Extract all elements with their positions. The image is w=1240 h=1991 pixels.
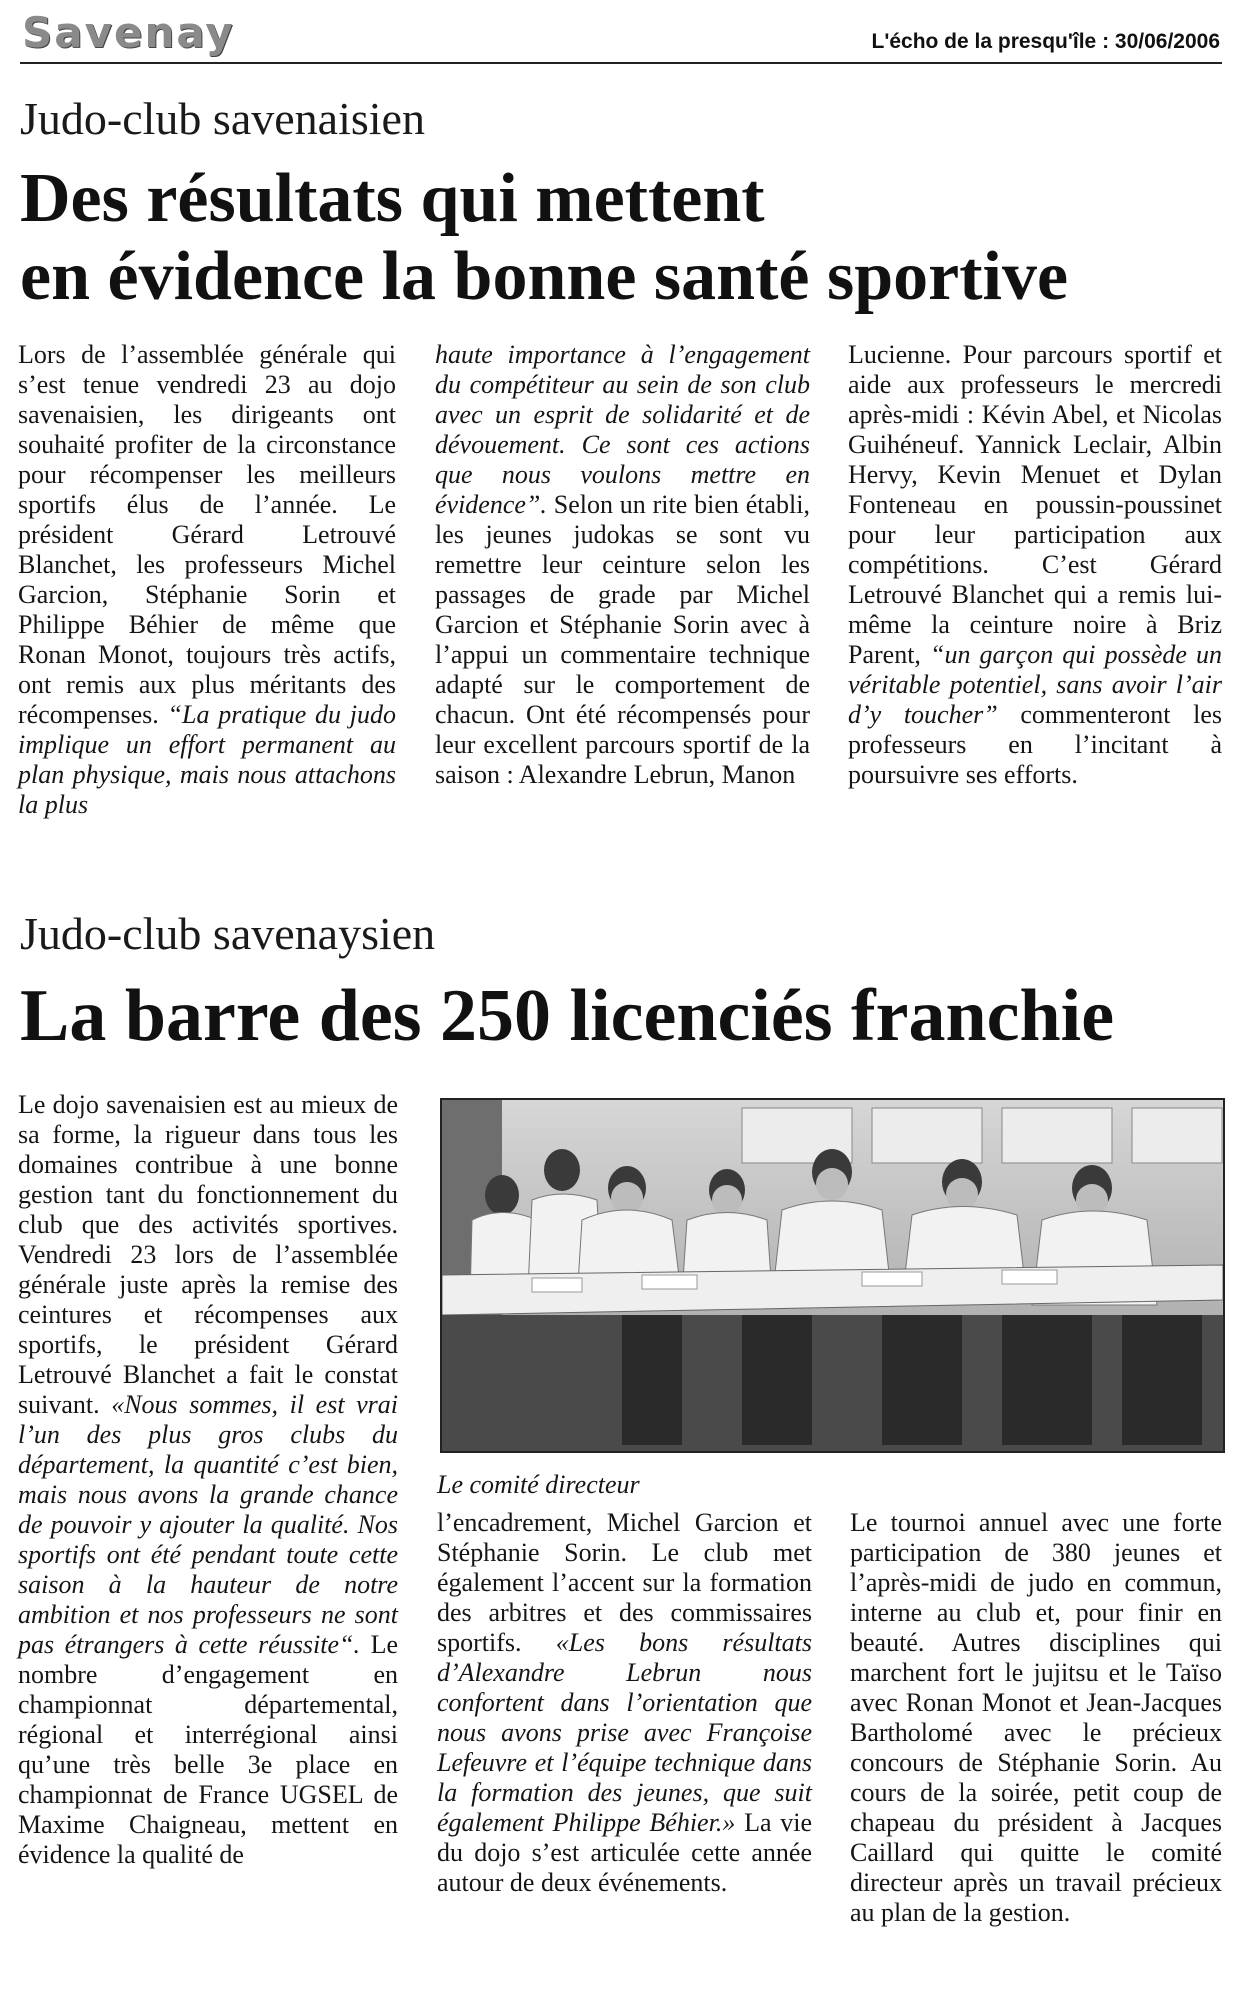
article2-col1-end: Le nombre d’engagement en championnat départemental, régional et interrégional ainsi qu’une très belle 3e place en championnat de France UGSEL de Maxime Chaigneau, mettent en évidence la qualité de [18, 1630, 398, 1869]
article1-kicker: Judo-club savenaisien [20, 93, 425, 144]
committee-photo-image [442, 1100, 1223, 1451]
article2-col3-text: Le tournoi annuel avec une forte participation de 380 jeunes et l’après-midi de judo en commun, interne au club et, pour finir en beauté. Autres disciplines qui marchent fort le jujitsu et le Taïso avec Ronan Monot et Jean-Jacques Bartholomé avec le précieux concours de Stéphanie Sorin. Au cours de la soirée, petit coup de chapeau du président à Jacques Caillard qui quitte le comité directeur après un travail précieux au plan de la gestion. [850, 1508, 1222, 1927]
article2-col1-text: Le dojo savenaisien est au mieux de sa forme, la rigueur dans tous les domaines contribue à une bonne gestion tant du fonctionnement du club que des activités sportives. Vendredi 23 lors de l’assemblée générale juste après la remise des ceintures et récompenses aux sportifs, le président Gérard Letrouvé Blanchet a fait le constat suivant. [18, 1090, 398, 1419]
article2-col1-quote: «Nous sommes, il est vrai l’un des plus gros clubs du département, la quantité c’est bien, mais nous avons la grande chance de pouvoir y ajouter la qualité. Nos sportifs ont été pendant toute cette saison à la hauteur de notre ambition et nos professeurs ne sont pas étrangers à cette réussite“. [18, 1390, 398, 1659]
article1-headline-line1: Des résultats qui mettent [20, 160, 765, 237]
article1-col3-end: commenteront les professeurs en l’incitant à poursuivre ses efforts. [848, 700, 1222, 789]
article2-column-1 [18, 1090, 398, 1870]
page-header [20, 6, 1222, 64]
article2-col2-text: l’encadrement, Michel Garcion et Stéphanie Sorin. Le club met également l’accent sur la formation des arbitres et des commissaires sportifs. [437, 1508, 812, 1657]
article1-column-2 [435, 340, 810, 790]
publication-date-line: L'écho de la presqu'île : 30/06/2006 [871, 30, 1220, 53]
section-name: Savenay [22, 8, 235, 57]
article2-col2-quote: «Les bons résultats d’Alexandre Lebrun nous confortent dans l’orientation que nous avons prise avec Françoise Lefeuvre et l’équipe technique dans la formation des jeunes, que suit également Philippe Béhier.» [437, 1628, 812, 1837]
article2-kicker: Judo-club savenaysien [20, 908, 436, 959]
article1-column-1 [18, 340, 396, 820]
article2-col2-end: La vie du dojo s’est articulée cette année autour de deux événements. [437, 1808, 813, 1897]
photo-caption: Le comité directeur [437, 1470, 640, 1499]
article2-headline: La barre des 250 licenciés franchie [20, 975, 1115, 1057]
article1-col3-quote: “un garçon qui possède un véritable potentiel, sans avoir l’air d’y toucher” [848, 640, 1222, 729]
committee-photo [440, 1098, 1225, 1453]
article2-column-3 [850, 1508, 1222, 1928]
article1-col1-text: Lors de l’assemblée générale qui s’est tenue vendredi 23 au dojo savenaisien, les dirigeants ont souhaité profiter de la circonstance pour récompenser les meilleurs sportifs élus de l’année. Le président Gérard Letrouvé Blanchet, les professeurs Michel Garcion, Stéphanie Sorin et Philippe Béhier de même que Ronan Monot, toujours très actifs, ont remis aux plus méritants des récompenses. [18, 340, 396, 729]
article1-headline-line2: en évidence la bonne santé sportive [20, 238, 1069, 315]
article1-col2-quote: haute importance à l’engagement du compétiteur au sein de son club avec un esprit de solidarité et de dévouement. Ce sont ces actions que nous voulons mettre en évidence”. [435, 340, 810, 519]
article1-col1-quote: “La pratique du judo implique un effort permanent au plan physique, mais nous attachons la plus [18, 700, 397, 819]
article2-column-2 [437, 1508, 812, 1898]
article1-column-3 [848, 340, 1222, 790]
article1-col3-text: Lucienne. Pour parcours sportif et aide aux professeurs le mercredi après-midi : Kévin Abel, et Nicolas Guihéneuf. Yannick Leclair, Albin Hervy, Kevin Menuet et Dylan Fonteneau en poussin-poussinet pour leur participation aux compétitions. C’est Gérard Letrouvé Blanchet qui a remis lui-même la ceinture noire à Briz Parent, [848, 340, 1222, 669]
article1-col2-text: Selon un rite bien établi, les jeunes judokas se sont vu remettre leur ceinture selon les passages de grade par Michel Garcion et Stéphanie Sorin avec à l’appui un commentaire technique adapté sur le comportement de chacun. Ont été récompensés pour leur excellent parcours sportif de la saison : Alexandre Lebrun, Manon [435, 490, 810, 789]
